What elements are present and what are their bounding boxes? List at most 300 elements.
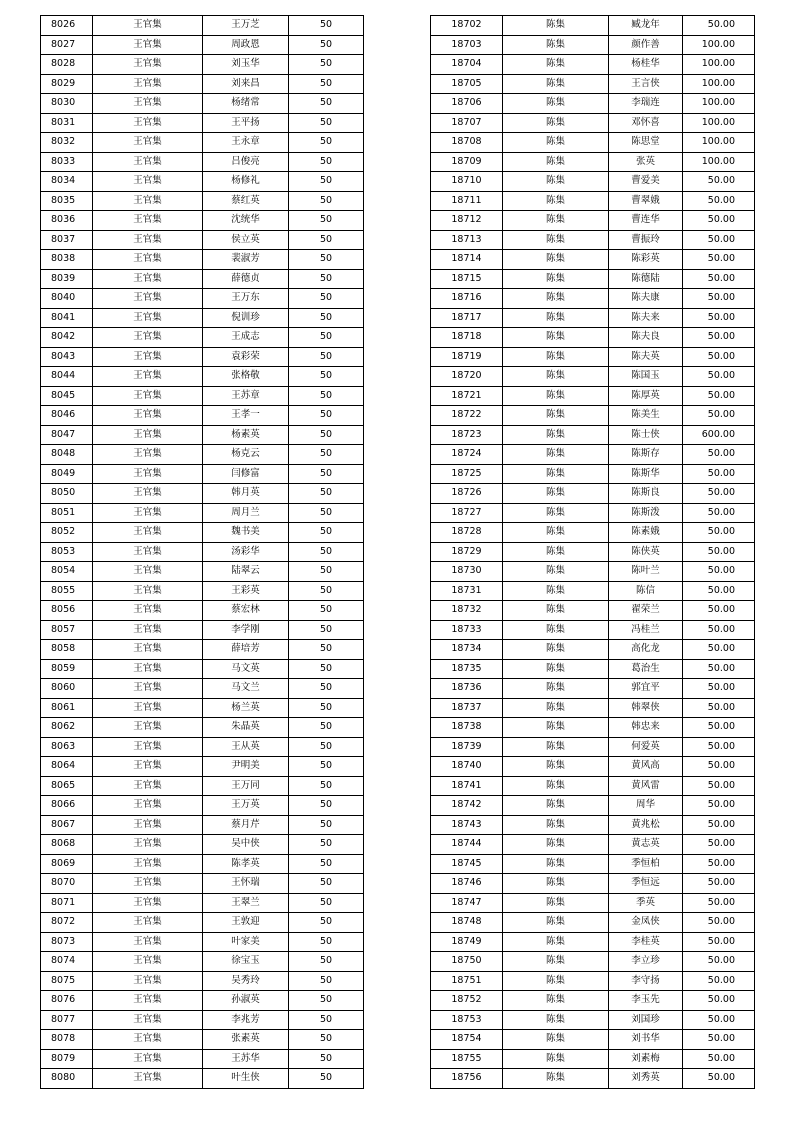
amount-cell: 50.00	[683, 172, 755, 192]
name-cell: 王言侠	[609, 74, 683, 94]
name-cell: 陈斯华	[609, 464, 683, 484]
id-cell: 8048	[41, 445, 93, 465]
table-row	[431, 172, 755, 192]
amount-cell: 50	[289, 932, 364, 952]
amount-cell: 50	[289, 542, 364, 562]
table-row	[41, 913, 364, 933]
table-row	[431, 1049, 755, 1069]
table-row	[431, 698, 755, 718]
name-cell: 季恒远	[609, 874, 683, 894]
table-row	[41, 269, 364, 289]
village-cell: 陈集	[503, 581, 609, 601]
id-cell: 8041	[41, 308, 93, 328]
name-cell: 刘书华	[609, 1030, 683, 1050]
table-row	[41, 503, 364, 523]
id-cell: 8028	[41, 55, 93, 75]
village-cell: 陈集	[503, 74, 609, 94]
table-row	[431, 854, 755, 874]
name-cell: 陆翠云	[203, 562, 289, 582]
amount-cell: 50	[289, 815, 364, 835]
village-cell: 王官集	[93, 971, 203, 991]
name-cell: 陈斯泼	[609, 503, 683, 523]
amount-cell: 50	[289, 991, 364, 1011]
id-cell: 18737	[431, 698, 503, 718]
amount-cell: 50	[289, 425, 364, 445]
village-cell: 陈集	[503, 172, 609, 192]
table-row	[41, 1010, 364, 1030]
name-cell: 王永章	[203, 133, 289, 153]
amount-cell: 50	[289, 874, 364, 894]
name-cell: 王从英	[203, 737, 289, 757]
village-cell: 王官集	[93, 932, 203, 952]
amount-cell: 50.00	[683, 464, 755, 484]
village-cell: 王官集	[93, 991, 203, 1011]
amount-cell: 50.00	[683, 503, 755, 523]
id-cell: 8026	[41, 16, 93, 36]
amount-cell: 50	[289, 913, 364, 933]
name-cell: 高化龙	[609, 640, 683, 660]
table-row	[41, 1030, 364, 1050]
amount-cell: 50	[289, 269, 364, 289]
table-row	[41, 425, 364, 445]
village-cell: 王官集	[93, 289, 203, 309]
village-cell: 陈集	[503, 406, 609, 426]
name-cell: 陈侠英	[609, 542, 683, 562]
village-cell: 陈集	[503, 94, 609, 114]
name-cell: 马文英	[203, 659, 289, 679]
table-row	[431, 1030, 755, 1050]
name-cell: 薛培芳	[203, 640, 289, 660]
id-cell: 18751	[431, 971, 503, 991]
table-row	[431, 230, 755, 250]
table-row	[431, 523, 755, 543]
village-cell: 陈集	[503, 1049, 609, 1069]
village-cell: 陈集	[503, 152, 609, 172]
name-cell: 周华	[609, 796, 683, 816]
table-row	[41, 113, 364, 133]
amount-cell: 50	[289, 308, 364, 328]
village-cell: 陈集	[503, 718, 609, 738]
id-cell: 18711	[431, 191, 503, 211]
village-cell: 王官集	[93, 854, 203, 874]
amount-cell: 50	[289, 347, 364, 367]
id-cell: 8053	[41, 542, 93, 562]
table-row	[41, 601, 364, 621]
name-cell: 王成志	[203, 328, 289, 348]
id-cell: 8076	[41, 991, 93, 1011]
amount-cell: 50	[289, 191, 364, 211]
table-row	[41, 815, 364, 835]
id-cell: 18718	[431, 328, 503, 348]
amount-cell: 100.00	[683, 133, 755, 153]
table-row	[431, 94, 755, 114]
table-row	[431, 581, 755, 601]
table-row	[41, 893, 364, 913]
table-row	[431, 464, 755, 484]
id-cell: 18735	[431, 659, 503, 679]
name-cell: 尹明美	[203, 757, 289, 777]
id-cell: 18723	[431, 425, 503, 445]
id-cell: 8068	[41, 835, 93, 855]
id-cell: 8058	[41, 640, 93, 660]
table-row	[431, 893, 755, 913]
right-table-body	[431, 16, 755, 1089]
name-cell: 黄兆松	[609, 815, 683, 835]
table-row	[431, 971, 755, 991]
village-cell: 王官集	[93, 757, 203, 777]
table-row	[41, 94, 364, 114]
name-cell: 王万东	[203, 289, 289, 309]
table-row	[431, 835, 755, 855]
id-cell: 18749	[431, 932, 503, 952]
id-cell: 18728	[431, 523, 503, 543]
id-cell: 18736	[431, 679, 503, 699]
amount-cell: 50	[289, 854, 364, 874]
village-cell: 王官集	[93, 250, 203, 270]
village-cell: 陈集	[503, 796, 609, 816]
amount-cell: 50	[289, 250, 364, 270]
village-cell: 王官集	[93, 698, 203, 718]
name-cell: 曹翠娥	[609, 191, 683, 211]
village-cell: 王官集	[93, 718, 203, 738]
village-cell: 陈集	[503, 971, 609, 991]
name-cell: 王敦迎	[203, 913, 289, 933]
amount-cell: 50.00	[683, 1010, 755, 1030]
village-cell: 陈集	[503, 367, 609, 387]
village-cell: 陈集	[503, 698, 609, 718]
village-cell: 王官集	[93, 328, 203, 348]
amount-cell: 50	[289, 640, 364, 660]
amount-cell: 50.00	[683, 835, 755, 855]
name-cell: 汤彩华	[203, 542, 289, 562]
name-cell: 翟荣兰	[609, 601, 683, 621]
village-cell: 王官集	[93, 523, 203, 543]
village-cell: 陈集	[503, 308, 609, 328]
left-table-body	[41, 16, 364, 1089]
amount-cell: 50	[289, 152, 364, 172]
amount-cell: 100.00	[683, 94, 755, 114]
table-row	[41, 289, 364, 309]
id-cell: 18725	[431, 464, 503, 484]
amount-cell: 50	[289, 172, 364, 192]
amount-cell: 100.00	[683, 35, 755, 55]
name-cell: 蔡月芹	[203, 815, 289, 835]
id-cell: 8063	[41, 737, 93, 757]
village-cell: 陈集	[503, 854, 609, 874]
id-cell: 8055	[41, 581, 93, 601]
table-row	[41, 932, 364, 952]
id-cell: 8077	[41, 1010, 93, 1030]
village-cell: 王官集	[93, 445, 203, 465]
name-cell: 王万芝	[203, 16, 289, 36]
village-cell: 陈集	[503, 425, 609, 445]
id-cell: 18755	[431, 1049, 503, 1069]
id-cell: 18709	[431, 152, 503, 172]
id-cell: 8030	[41, 94, 93, 114]
name-cell: 曹振玲	[609, 230, 683, 250]
table-row	[41, 952, 364, 972]
name-cell: 张素英	[203, 1030, 289, 1050]
id-cell: 8057	[41, 620, 93, 640]
table-row	[431, 308, 755, 328]
name-cell: 叶家美	[203, 932, 289, 952]
name-cell: 王苏华	[203, 1049, 289, 1069]
village-cell: 王官集	[93, 640, 203, 660]
amount-cell: 50.00	[683, 1030, 755, 1050]
village-cell: 王官集	[93, 601, 203, 621]
village-cell: 陈集	[503, 913, 609, 933]
id-cell: 8080	[41, 1069, 93, 1089]
id-cell: 8079	[41, 1049, 93, 1069]
id-cell: 8029	[41, 74, 93, 94]
name-cell: 李桂英	[609, 932, 683, 952]
id-cell: 8036	[41, 211, 93, 231]
village-cell: 王官集	[93, 386, 203, 406]
name-cell: 王平扬	[203, 113, 289, 133]
village-cell: 王官集	[93, 874, 203, 894]
village-cell: 王官集	[93, 581, 203, 601]
name-cell: 韩月英	[203, 484, 289, 504]
village-cell: 陈集	[503, 601, 609, 621]
amount-cell: 50.00	[683, 620, 755, 640]
village-cell: 陈集	[503, 542, 609, 562]
village-cell: 王官集	[93, 679, 203, 699]
id-cell: 18742	[431, 796, 503, 816]
table-row	[431, 991, 755, 1011]
amount-cell: 50.00	[683, 562, 755, 582]
id-cell: 18747	[431, 893, 503, 913]
village-cell: 王官集	[93, 347, 203, 367]
village-cell: 王官集	[93, 55, 203, 75]
table-row	[431, 55, 755, 75]
amount-cell: 50	[289, 133, 364, 153]
village-cell: 王官集	[93, 152, 203, 172]
amount-cell: 50	[289, 1010, 364, 1030]
table-row	[41, 464, 364, 484]
table-row	[41, 1049, 364, 1069]
table-row	[41, 308, 364, 328]
id-cell: 8065	[41, 776, 93, 796]
table-row	[431, 445, 755, 465]
id-cell: 8032	[41, 133, 93, 153]
name-cell: 王苏章	[203, 386, 289, 406]
village-cell: 陈集	[503, 484, 609, 504]
name-cell: 陈思堂	[609, 133, 683, 153]
name-cell: 曹爱美	[609, 172, 683, 192]
village-cell: 陈集	[503, 191, 609, 211]
village-cell: 王官集	[93, 308, 203, 328]
table-row	[431, 659, 755, 679]
name-cell: 裴淑芳	[203, 250, 289, 270]
village-cell: 王官集	[93, 425, 203, 445]
table-row	[41, 874, 364, 894]
village-cell: 王官集	[93, 542, 203, 562]
id-cell: 8054	[41, 562, 93, 582]
table-row	[431, 406, 755, 426]
amount-cell: 50	[289, 1069, 364, 1089]
name-cell: 李守扬	[609, 971, 683, 991]
id-cell: 18741	[431, 776, 503, 796]
table-row	[41, 172, 364, 192]
id-cell: 8039	[41, 269, 93, 289]
table-row	[431, 347, 755, 367]
table-row	[431, 620, 755, 640]
name-cell: 吕俊亮	[203, 152, 289, 172]
village-cell: 陈集	[503, 16, 609, 36]
id-cell: 18738	[431, 718, 503, 738]
table-row	[41, 562, 364, 582]
name-cell: 韩翠侠	[609, 698, 683, 718]
village-cell: 王官集	[93, 659, 203, 679]
table-row	[431, 328, 755, 348]
id-cell: 18705	[431, 74, 503, 94]
id-cell: 18739	[431, 737, 503, 757]
id-cell: 8046	[41, 406, 93, 426]
id-cell: 18740	[431, 757, 503, 777]
amount-cell: 50.00	[683, 347, 755, 367]
name-cell: 王万同	[203, 776, 289, 796]
table-row	[431, 952, 755, 972]
name-cell: 郭宜平	[609, 679, 683, 699]
amount-cell: 50.00	[683, 16, 755, 36]
village-cell: 陈集	[503, 815, 609, 835]
table-row	[431, 757, 755, 777]
id-cell: 18752	[431, 991, 503, 1011]
id-cell: 18727	[431, 503, 503, 523]
table-row	[431, 679, 755, 699]
id-cell: 8043	[41, 347, 93, 367]
amount-cell: 50	[289, 757, 364, 777]
amount-cell: 50	[289, 893, 364, 913]
table-row	[41, 640, 364, 660]
id-cell: 8049	[41, 464, 93, 484]
village-cell: 陈集	[503, 328, 609, 348]
amount-cell: 50	[289, 230, 364, 250]
name-cell: 杨桂华	[609, 55, 683, 75]
name-cell: 刘玉华	[203, 55, 289, 75]
name-cell: 王彩英	[203, 581, 289, 601]
table-row	[41, 991, 364, 1011]
village-cell: 王官集	[93, 16, 203, 36]
name-cell: 陈士侠	[609, 425, 683, 445]
name-cell: 刘来昌	[203, 74, 289, 94]
name-cell: 周政恩	[203, 35, 289, 55]
amount-cell: 50.00	[683, 581, 755, 601]
name-cell: 杨兰英	[203, 698, 289, 718]
amount-cell: 50	[289, 464, 364, 484]
name-cell: 黄风雷	[609, 776, 683, 796]
table-row	[431, 718, 755, 738]
amount-cell: 50	[289, 971, 364, 991]
amount-cell: 50.00	[683, 367, 755, 387]
amount-cell: 50	[289, 211, 364, 231]
name-cell: 蔡红英	[203, 191, 289, 211]
village-cell: 王官集	[93, 113, 203, 133]
table-row	[41, 367, 364, 387]
table-row	[431, 1010, 755, 1030]
amount-cell: 50.00	[683, 718, 755, 738]
village-cell: 陈集	[503, 230, 609, 250]
id-cell: 8061	[41, 698, 93, 718]
table-row	[431, 211, 755, 231]
amount-cell: 50.00	[683, 952, 755, 972]
amount-cell: 50.00	[683, 698, 755, 718]
id-cell: 18707	[431, 113, 503, 133]
name-cell: 季恒柏	[609, 854, 683, 874]
village-cell: 王官集	[93, 35, 203, 55]
table-row	[41, 542, 364, 562]
id-cell: 18744	[431, 835, 503, 855]
amount-cell: 50.00	[683, 269, 755, 289]
name-cell: 陈德陆	[609, 269, 683, 289]
name-cell: 陈叶兰	[609, 562, 683, 582]
id-cell: 8050	[41, 484, 93, 504]
amount-cell: 50.00	[683, 893, 755, 913]
village-cell: 陈集	[503, 640, 609, 660]
amount-cell: 50	[289, 113, 364, 133]
table-row	[431, 640, 755, 660]
name-cell: 李瑞连	[609, 94, 683, 114]
name-cell: 杨克云	[203, 445, 289, 465]
village-cell: 王官集	[93, 952, 203, 972]
name-cell: 刘秀英	[609, 1069, 683, 1089]
amount-cell: 50.00	[683, 854, 755, 874]
amount-cell: 50	[289, 1030, 364, 1050]
amount-cell: 50	[289, 16, 364, 36]
id-cell: 18721	[431, 386, 503, 406]
amount-cell: 50.00	[683, 328, 755, 348]
id-cell: 8045	[41, 386, 93, 406]
id-cell: 18719	[431, 347, 503, 367]
table-row	[41, 133, 364, 153]
village-cell: 王官集	[93, 776, 203, 796]
table-row	[41, 152, 364, 172]
amount-cell: 50.00	[683, 991, 755, 1011]
amount-cell: 50.00	[683, 757, 755, 777]
name-cell: 魏书美	[203, 523, 289, 543]
id-cell: 18713	[431, 230, 503, 250]
name-cell: 张英	[609, 152, 683, 172]
amount-cell: 50	[289, 835, 364, 855]
amount-cell: 50	[289, 601, 364, 621]
table-row	[431, 932, 755, 952]
amount-cell: 50	[289, 581, 364, 601]
amount-cell: 50	[289, 74, 364, 94]
table-row	[431, 562, 755, 582]
name-cell: 李玉先	[609, 991, 683, 1011]
id-cell: 18708	[431, 133, 503, 153]
id-cell: 18717	[431, 308, 503, 328]
table-row	[431, 815, 755, 835]
amount-cell: 50	[289, 523, 364, 543]
name-cell: 徐宝玉	[203, 952, 289, 972]
name-cell: 刘国珍	[609, 1010, 683, 1030]
amount-cell: 50.00	[683, 523, 755, 543]
id-cell: 18715	[431, 269, 503, 289]
amount-cell: 50	[289, 1049, 364, 1069]
amount-cell: 50.00	[683, 679, 755, 699]
amount-cell: 50	[289, 562, 364, 582]
table-row	[41, 776, 364, 796]
name-cell: 刘素梅	[609, 1049, 683, 1069]
name-cell: 王怀瑞	[203, 874, 289, 894]
table-row	[41, 445, 364, 465]
village-cell: 陈集	[503, 562, 609, 582]
name-cell: 陈厚英	[609, 386, 683, 406]
name-cell: 王万英	[203, 796, 289, 816]
table-row	[41, 854, 364, 874]
id-cell: 8051	[41, 503, 93, 523]
